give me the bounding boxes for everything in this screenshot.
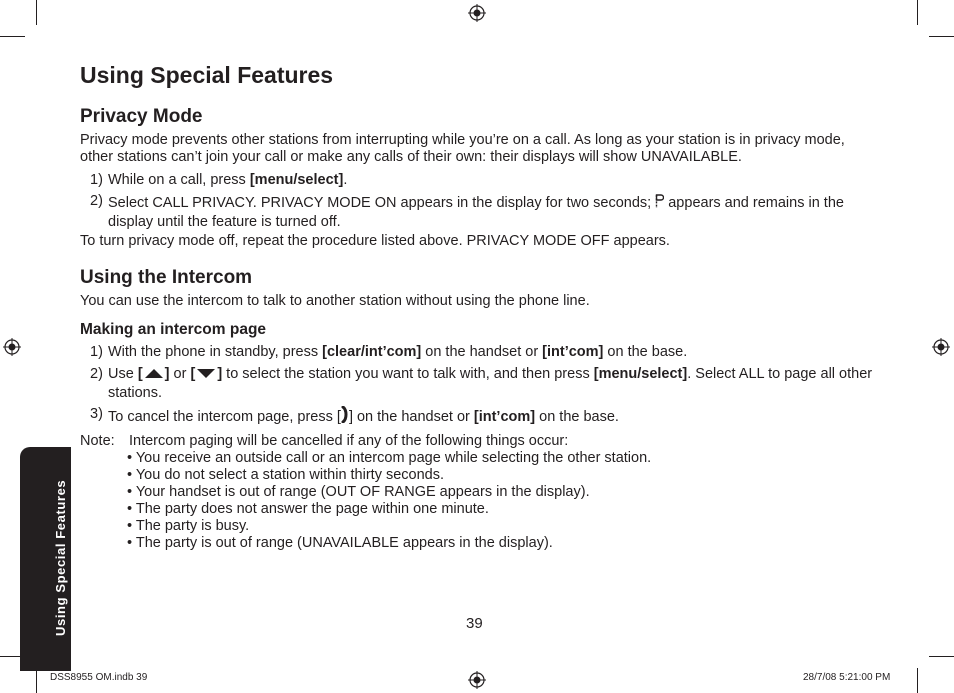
bracket: [	[190, 366, 196, 382]
end-call-key-icon	[341, 406, 349, 428]
intcom-key: [int’com]	[542, 344, 604, 360]
step-number: 1)	[90, 172, 103, 188]
list-item: • Your handset is out of range (OUT OF RANGE appears in the display).	[127, 484, 590, 500]
down-arrow-key-icon	[195, 367, 217, 385]
list-item: • The party is out of range (UNAVAILABLE appears in the display).	[127, 535, 553, 551]
step-number: 3)	[90, 406, 103, 422]
crop-mark	[917, 0, 918, 25]
privacy-outro: To turn privacy mode off, repeat the procedure listed above. PRIVACY MODE OFF appears.	[80, 233, 670, 249]
privacy-p-icon	[655, 193, 664, 214]
list-item: • You do not select a station within thirty seconds.	[127, 467, 445, 483]
intercom-step-2	[80, 366, 880, 402]
step-number: 2)	[90, 193, 103, 209]
crop-mark	[917, 668, 918, 693]
step-text: to select the station you want to talk with, and then press	[222, 366, 594, 382]
crop-mark	[929, 656, 954, 657]
step-text: on the base.	[603, 344, 688, 360]
intcom-key: [int’com]	[473, 409, 536, 425]
privacy-mode-heading: Privacy Mode	[80, 106, 203, 127]
crop-mark	[36, 668, 37, 693]
list-item: • You receive an outside call or an intercom page while selecting the other station.	[127, 450, 652, 466]
step-text: Use	[108, 366, 138, 382]
bracket: ]	[217, 366, 223, 382]
privacy-step-2	[80, 193, 880, 231]
crop-mark	[929, 36, 954, 37]
step-text: With the phone in standby, press	[108, 344, 323, 360]
page-title: Using Special Features	[80, 62, 334, 88]
step-text: While on a call, press	[108, 172, 250, 188]
registration-mark-icon	[468, 4, 486, 22]
step-text: on the base.	[535, 409, 619, 425]
step-text: on the handset or	[421, 344, 543, 360]
registration-mark-icon	[932, 338, 950, 356]
file-slug: DSS8955 OM.indb 39	[50, 672, 148, 683]
intercom-subheading: Making an intercom page	[80, 321, 267, 338]
list-item: • The party is busy.	[127, 518, 250, 534]
intercom-heading: Using the Intercom	[80, 267, 253, 288]
note-list	[127, 450, 880, 552]
intercom-intro: You can use the intercom to talk to another station without using the phone line.	[80, 293, 590, 309]
step-text: Select CALL PRIVACY. PRIVACY MODE ON appears in the display for two seconds;	[108, 195, 656, 211]
privacy-intro: Privacy mode prevents other stations from interrupting while you’re on a call. As long as your station is in privacy mode, other stations can’t join your call or make any calls of their own: their displays will show UNAVAILABLE.	[80, 132, 845, 165]
note-label: Note:	[80, 433, 115, 449]
bracket: ]	[164, 366, 170, 382]
step-text: . Select ALL to page all other stations.	[108, 366, 873, 401]
menu-select-key: [menu/select]	[249, 172, 344, 188]
note-intro: Intercom paging will be cancelled if any of the following things occur:	[129, 433, 569, 449]
bracket: [	[137, 366, 143, 382]
step-text: ] on the handset or	[348, 409, 474, 425]
menu-select-key: [menu/select]	[593, 366, 688, 382]
step-number: 1)	[90, 344, 103, 360]
privacy-step-1	[80, 172, 880, 189]
page-number: 39	[466, 615, 483, 632]
registration-mark-icon	[468, 671, 486, 689]
clear-intcom-key: [clear/int’com]	[322, 344, 422, 360]
step-text: or	[169, 366, 191, 382]
timestamp-slug: 28/7/08 5:21:00 PM	[803, 672, 891, 683]
step-text: .	[343, 172, 348, 188]
side-tab-label: Using Special Features	[53, 479, 68, 636]
up-arrow-key-icon	[143, 367, 165, 385]
step-text: To cancel the intercom page, press [	[108, 409, 341, 425]
intercom-step-1	[80, 344, 880, 361]
intercom-step-3	[80, 406, 880, 428]
list-item: • The party does not answer the page within one minute.	[127, 501, 489, 517]
note-block	[80, 433, 880, 552]
registration-mark-icon	[3, 338, 21, 356]
step-number: 2)	[90, 366, 103, 382]
step-text: appears and remains in the display until the feature is turned off.	[108, 195, 844, 230]
crop-mark	[36, 0, 37, 25]
crop-mark	[0, 36, 25, 37]
